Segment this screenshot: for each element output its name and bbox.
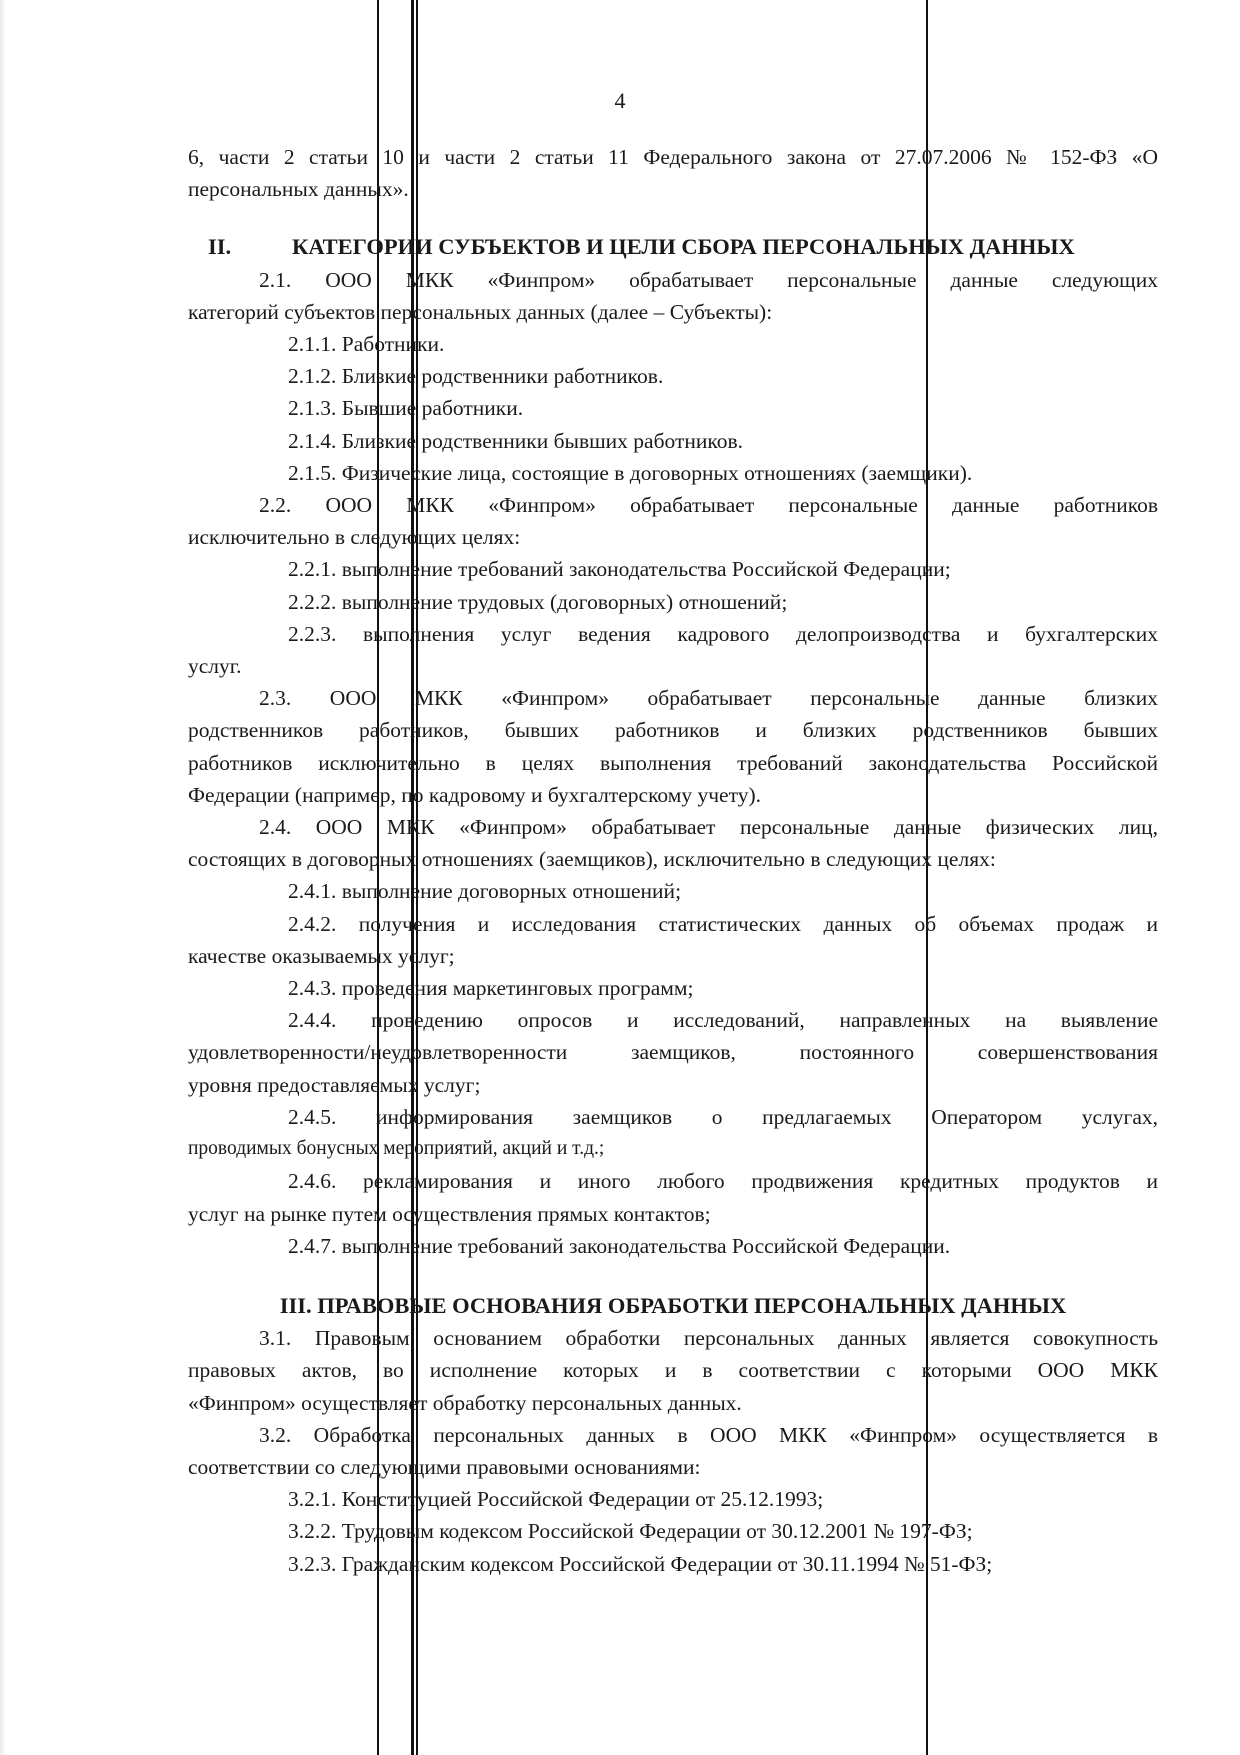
intro-paragraph [188, 141, 1158, 205]
text-line: 2.4.5. информирования заемщиков о предлагаемых Оператором услугах, [288, 1104, 1158, 1129]
item-2-4-5 [188, 1101, 1158, 1165]
list-item: 2.2.1. выполнение требований законодательства Российской Федерации; [288, 557, 951, 582]
list-item: 2.4.7. выполнение требований законодательства Российской Федерации. [288, 1233, 951, 1258]
text-line: услуг. [188, 654, 242, 679]
text-line: состоящих в договорных отношениях (заемщиков), исключительно в следующих целях: [188, 847, 996, 872]
text-line: персональных данных». [188, 177, 409, 202]
text-line: уровня предоставляемых услуг; [188, 1072, 481, 1097]
list-item: 2.1.1. Работники. [288, 332, 445, 357]
page-number: 4 [614, 88, 626, 113]
list-item: 2.1.3. Бывшие работники. [288, 396, 524, 421]
paragraph-2-4 [188, 811, 1158, 875]
text-line: 2.4. ООО МКК «Финпром» обрабатывает персональные данные физических лиц, [259, 815, 1158, 840]
text-line: исключительно в следующих целях: [188, 525, 521, 550]
text-line: родственников работников, бывших работников и близких родственников бывших [188, 718, 1158, 743]
page-edge-shadow [0, 0, 6, 1755]
list-item: 3.2.1. Конституцией Российской Федерации от 25.12.1993; [288, 1487, 824, 1512]
list-item: 2.4.1. выполнение договорных отношений; [288, 879, 682, 904]
list-2-1 [188, 328, 1158, 489]
section-3-heading: III. ПРАВОВЫЕ ОСНОВАНИЯ ОБРАБОТКИ ПЕРСОНАЛЬНЫХ ДАННЫХ [279, 1292, 1067, 1318]
text-line: удовлетворенности/неудовлетворенности заемщиков, постоянного совершенствования [188, 1040, 1158, 1065]
item-2-4-4 [188, 1004, 1158, 1101]
list-item: 3.2.3. Гражданским кодексом Российской Федерации от 30.11.1994 № 51-ФЗ; [288, 1551, 993, 1576]
text-line: «Финпром» осуществляет обработку персональных данных. [188, 1390, 742, 1415]
text-line: категорий субъектов персональных данных (далее – Субъекты): [188, 299, 773, 324]
section-2-number: II. [208, 234, 232, 260]
list-item: 2.2.2. выполнение трудовых (договорных) отношений; [288, 589, 788, 614]
text-line: 2.2. ООО МКК «Финпром» обрабатывает персональные данные работников [259, 493, 1158, 518]
list-item: 3.2.2. Трудовым кодексом Российской Федерации от 30.12.2001 № 197-ФЗ; [288, 1519, 973, 1544]
item-2-2-3 [188, 618, 1158, 682]
text-line: 6, части 2 статьи 10 и части 2 статьи 11 Федерального закона от 27.07.2006 № 152-ФЗ «О [188, 145, 1158, 169]
text-line: 2.3. ООО МКК «Финпром» обрабатывает персональные данные близких [259, 686, 1158, 711]
text-line: 2.4.6. рекламирования и иного любого продвижения кредитных продуктов и [288, 1169, 1158, 1194]
list-2-2 [188, 553, 1158, 617]
text-line: 3.1. Правовым основанием обработки персональных данных является совокупность [259, 1326, 1158, 1351]
text-line: соответствии со следующими правовыми основаниями: [188, 1454, 701, 1479]
paragraph-2-2 [188, 489, 1158, 553]
paragraph-3-1 [188, 1322, 1158, 1419]
paragraph-2-1 [188, 264, 1158, 328]
text-line: 2.4.2. получения и исследования статистических данных об объемах продаж и [288, 911, 1158, 936]
paragraph-2-3 [188, 682, 1158, 811]
text-line: качестве оказываемых услуг; [188, 943, 455, 968]
text-line: 2.2.3. выполнения услуг ведения кадрового делопроизводства и бухгалтерских [288, 621, 1158, 646]
item-2-4-2 [188, 908, 1158, 972]
list-item: 2.1.4. Близкие родственники бывших работников. [288, 428, 744, 453]
list-item: 2.4.3. проведения маркетинговых программ; [288, 976, 694, 1001]
list-item: 2.1.5. Физические лица, состоящие в договорных отношениях (заемщики). [288, 460, 973, 485]
text-line: услуг на рынке путем осуществления прямых контактов; [188, 1201, 711, 1226]
section-2-heading [188, 231, 1158, 263]
section-2-title: КАТЕГОРИИ СУБЪЕКТОВ И ЦЕЛИ СБОРА ПЕРСОНАЛЬНЫХ ДАННЫХ [292, 234, 1075, 260]
text-line: 2.4.4. проведению опросов и исследований, направленных на выявление [288, 1008, 1158, 1033]
text-line: работников исключительно в целях выполнения требований законодательства Российской [188, 750, 1158, 775]
item-2-4-6 [188, 1165, 1158, 1229]
text-line: Федерации (например, по кадровому и бухгалтерскому учету). [188, 782, 761, 807]
list-3-2 [188, 1483, 1158, 1580]
list-item: 2.1.2. Близкие родственники работников. [288, 364, 664, 389]
text-line: правовых актов, во исполнение которых и в соответствии с которыми ООО МКК [188, 1358, 1158, 1383]
paragraph-3-2 [188, 1419, 1158, 1483]
text-line: 2.1. ООО МКК «Финпром» обрабатывает персональные данные следующих [259, 267, 1158, 292]
text-line: проводимых бонусных мероприятий, акций и т.д.; [188, 1138, 605, 1160]
text-line: 3.2. Обработка персональных данных в ООО МКК «Финпром» осуществляется в [259, 1422, 1158, 1447]
document-body [188, 141, 1158, 1580]
